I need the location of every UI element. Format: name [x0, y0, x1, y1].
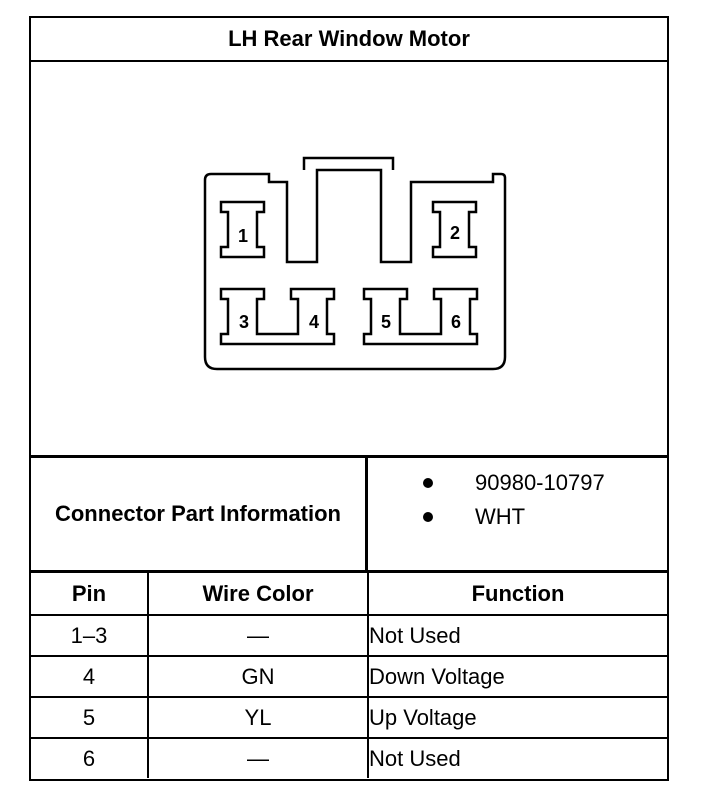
cell-wire-color: — [148, 615, 368, 656]
table-row [31, 656, 667, 697]
bullet-icon [423, 512, 433, 522]
header-pin: Pin [31, 573, 148, 615]
table-header-row [31, 573, 667, 615]
cell-pin: 5 [31, 697, 148, 738]
connector-part-info-list [368, 458, 667, 570]
list-item [368, 468, 667, 498]
table-row [31, 697, 667, 738]
bullet-icon [423, 478, 433, 488]
pin-table [31, 573, 667, 778]
cell-wire-color: YL [148, 697, 368, 738]
pin-label-1: 1 [237, 226, 249, 246]
cell-wire-color: — [148, 738, 368, 778]
header-wire-color: Wire Color [148, 573, 368, 615]
part-number: 90980-10797 [475, 470, 605, 495]
pin-label-3: 3 [238, 312, 250, 332]
cell-wire-color: GN [148, 656, 368, 697]
connector-diagram [31, 62, 667, 455]
connector-part-info [31, 455, 667, 573]
table-row [31, 615, 667, 656]
page-title: LH Rear Window Motor [31, 18, 667, 62]
pin-label-5: 5 [380, 312, 392, 332]
connector-sheet [29, 16, 669, 781]
cell-function: Down Voltage [368, 656, 667, 697]
header-function: Function [368, 573, 667, 615]
cell-function: Not Used [368, 615, 667, 656]
pin-label-6: 6 [450, 312, 462, 332]
connector-color: WHT [475, 504, 526, 529]
cell-function: Up Voltage [368, 697, 667, 738]
connector-part-info-label: Connector Part Information [31, 458, 368, 570]
table-row [31, 738, 667, 778]
cell-pin: 1–3 [31, 615, 148, 656]
list-item [368, 502, 667, 532]
connector-housing [205, 170, 505, 369]
cell-pin: 6 [31, 738, 148, 778]
pin-label-4: 4 [308, 312, 320, 332]
connector-face-drawing [31, 62, 667, 455]
cell-pin: 4 [31, 656, 148, 697]
connector-lock-tab [304, 158, 393, 170]
cell-function: Not Used [368, 738, 667, 778]
pin-label-2: 2 [449, 223, 461, 243]
